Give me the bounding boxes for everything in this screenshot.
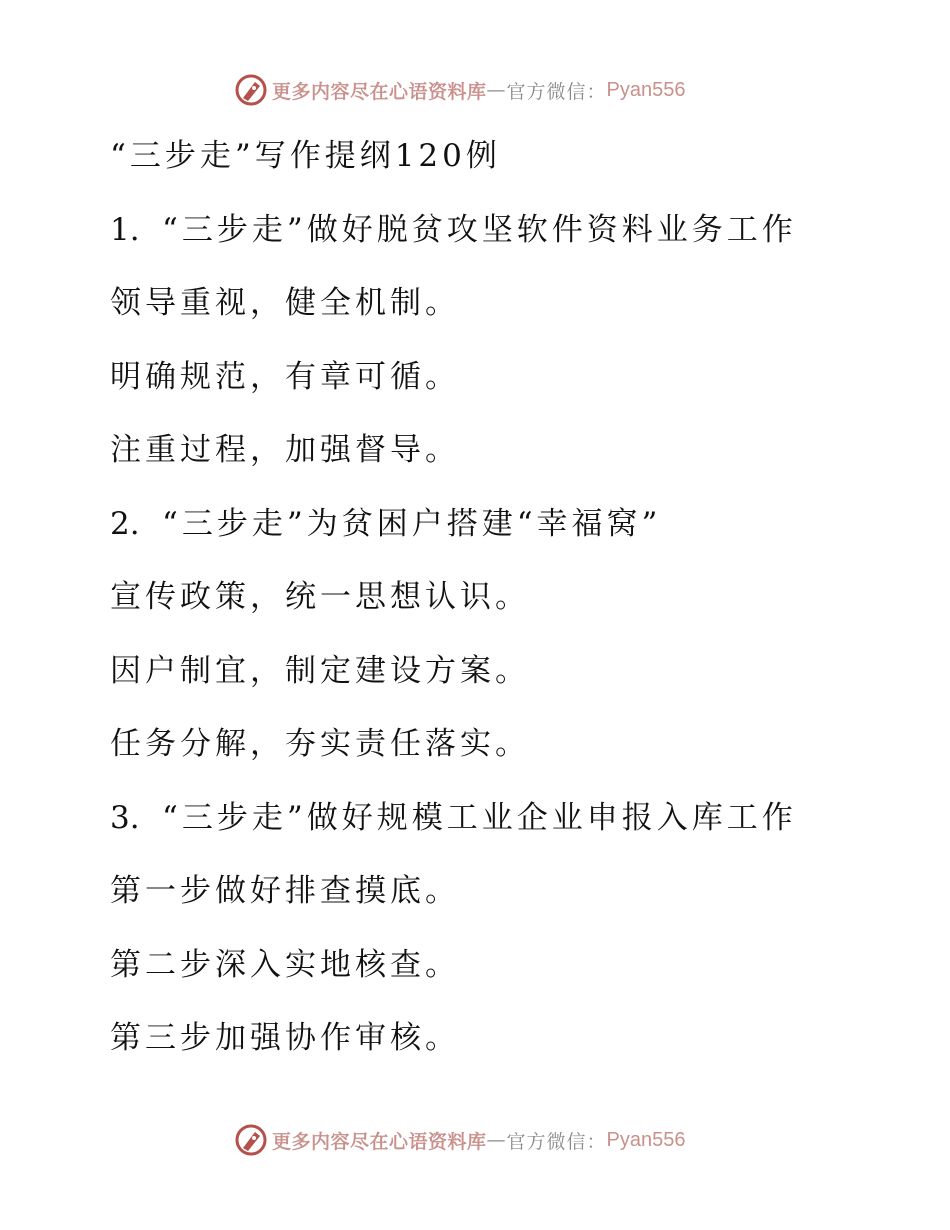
banner-sub-text: 官方微信：: [506, 1130, 607, 1153]
section-item: 领导重视，健全机制。: [110, 285, 460, 321]
banner-wechat-id: Pyan556: [606, 78, 686, 101]
section-heading-text: “三步走”为贫困户搭建“幸福窝”: [162, 505, 662, 542]
section-heading-text: “三步走”做好规模工业企业申报入库工作: [162, 799, 797, 836]
section-item: 注重过程，加强督导。: [110, 432, 460, 468]
banner-sub-text: 官方微信：: [506, 80, 607, 103]
section-number: 2.: [110, 505, 140, 542]
section-item: 第三步加强协作审核。: [110, 1020, 460, 1056]
pen-nib-logo-icon: [234, 1123, 268, 1157]
footer-watermark-banner: [234, 1120, 754, 1160]
section-heading: [110, 782, 830, 856]
banner-wechat-id: Pyan556: [606, 1128, 686, 1151]
section-item: 第一步做好排查摸底。: [110, 873, 460, 909]
section-number: 1.: [110, 211, 140, 248]
banner-main-text: 更多内容尽在心语资料库: [272, 1130, 487, 1153]
section-item: 宣传政策，统一思想认识。: [110, 579, 530, 615]
document-body: [110, 120, 830, 1076]
section-heading-text: “三步走”做好脱贫攻坚软件资料业务工作: [162, 211, 797, 248]
pen-nib-logo-icon: [234, 73, 268, 107]
section-item: 第二步深入实地核查。: [110, 946, 460, 983]
section-item: 任务分解，夯实责任落实。: [110, 726, 530, 762]
section-item: 因户制宜，制定建设方案。: [110, 652, 530, 689]
section-heading: [110, 194, 830, 268]
section-item: 明确规范，有章可循。: [110, 358, 460, 395]
banner-main-text: 更多内容尽在心语资料库: [272, 80, 487, 103]
section-heading: [110, 488, 830, 562]
banner-dash: —: [486, 79, 507, 101]
document-title: “三步走”写作提纲120例: [110, 138, 501, 174]
section-number: 3.: [110, 799, 140, 836]
banner-dash: —: [486, 1129, 507, 1151]
header-watermark-banner: [234, 70, 754, 110]
